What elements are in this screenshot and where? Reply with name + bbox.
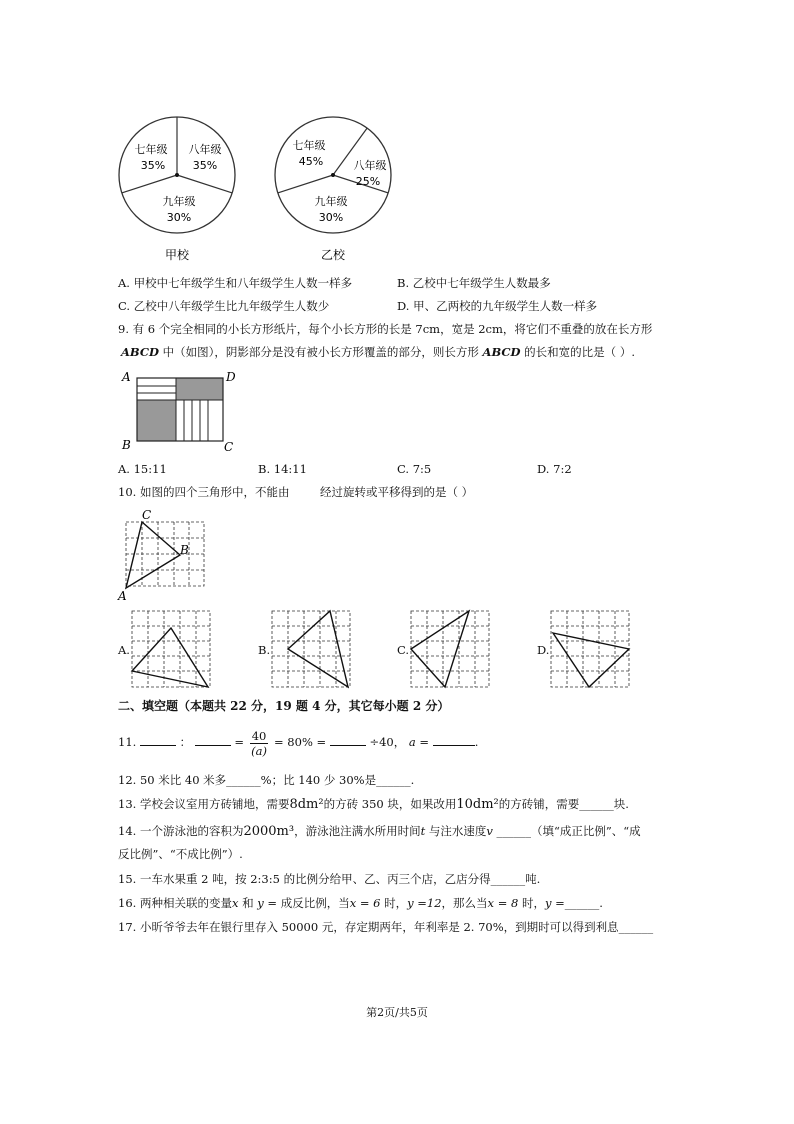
q11-colon: ： — [179, 735, 192, 749]
q16-text — [118, 896, 603, 911]
q10-option-c-figure — [409, 609, 493, 689]
q10-option-d-label: D. — [537, 643, 550, 657]
q9-shade-bottom-left — [137, 400, 176, 441]
q10-text-start: 10. 如图的四个三角形中，不能由 — [118, 485, 290, 499]
q11-eq1: = — [234, 735, 245, 749]
q9-var-abcd-2: ABCD — [482, 345, 521, 359]
q13-area-1: 8dm² — [289, 797, 324, 812]
q11-frac-den: (a) — [251, 743, 267, 758]
q17-text: 17. 小昕爷爷去年在银行里存入 50000 元，存定期两年，年利率是 2. 70%，到期时可以得到利息______ — [118, 920, 654, 934]
q16-y-eq: y = — [544, 896, 565, 910]
pie-jia-label-7: 七年级 — [134, 143, 168, 156]
q10-option-a-label: A. — [118, 643, 130, 657]
pie-yi-caption: 乙校 — [320, 248, 346, 262]
page-footer: 第2页/共5页 — [366, 1006, 428, 1019]
q9-option-b: B. 14:11 — [258, 462, 307, 476]
q9-label-c: C — [224, 440, 234, 454]
pie-yi-pct-8: 25% — [355, 175, 381, 188]
q10-label-b: B — [180, 543, 189, 557]
q13-end: 的方砖铺，需要______块. — [498, 797, 629, 811]
pie-jia-pct-9: 30% — [166, 211, 192, 224]
q15-text: 15. 一车水果重 2 吨，按 2:3:5 的比例分给甲、乙、丙三个店，乙店分得______吨. — [118, 872, 541, 886]
q11-blank-3[interactable] — [330, 735, 366, 746]
pie-chart-jia — [119, 117, 235, 262]
q16-end: ______. — [564, 896, 603, 910]
q12-text: 12. 50 米比 40 米多______%；比 140 少 30%是______. — [118, 773, 415, 787]
q14-text-line1 — [118, 824, 641, 839]
q10-option-b-figure — [270, 609, 354, 689]
q11-fraction — [250, 729, 269, 758]
q13-mid: 的方砖 350 块，如果改用 — [323, 797, 457, 811]
q8-option-d: D. 甲、乙两校的九年级学生人数一样多 — [397, 299, 598, 313]
q16-x8: x = 8 — [487, 896, 519, 910]
q10-ref-grid — [126, 522, 204, 586]
pie-jia-caption: 甲校 — [164, 248, 190, 262]
q10-label-c: C — [142, 508, 152, 522]
q13-text — [118, 797, 629, 812]
q9-line2-end: 的长和宽的比是（ ）. — [520, 345, 635, 359]
q11-text — [118, 726, 478, 758]
q11-blank-1[interactable] — [140, 735, 176, 746]
pie-jia-pct-8: 35% — [192, 159, 218, 172]
q10-label-a: A — [118, 589, 127, 603]
q9-label-b: B — [122, 438, 131, 452]
q10-option-d-figure — [549, 609, 633, 689]
q10-option-b-triangle — [288, 611, 348, 687]
q14-var-t: t — [420, 824, 426, 838]
q9-var-abcd-1: ABCD — [121, 345, 159, 359]
q14-var-v: v — [486, 824, 493, 838]
q14-mid: ，游泳池注满水所用时间 — [294, 824, 421, 838]
q10-option-a-figure — [130, 609, 214, 689]
q10-ref-triangle-shape — [126, 522, 180, 588]
q16-mid: 成反比例，当 — [277, 896, 350, 910]
q14-volume: 2000m³ — [243, 824, 295, 839]
q13-area-2: 10dm² — [456, 797, 499, 812]
q11-eq3: = — [415, 735, 430, 749]
q11-num: 11. — [118, 735, 137, 749]
q10-reference-triangle — [114, 508, 214, 604]
pie-jia-pct-7: 35% — [140, 159, 166, 172]
pie-yi-pct-9: 30% — [318, 211, 344, 224]
q16-t3: 时， — [518, 896, 545, 910]
q9-option-c: C. 7:5 — [397, 462, 432, 476]
q9-option-a: A. 15:11 — [118, 462, 167, 476]
q11-end: . — [474, 735, 479, 749]
pie-yi-center — [331, 173, 335, 177]
q10-option-c-label: C. — [397, 643, 410, 657]
q13-start: 13. 学校会议室用方砖铺地，需要 — [118, 797, 290, 811]
q16-x6: x = 6 — [349, 896, 381, 910]
q10-option-b-label: B. — [258, 643, 271, 657]
q11-div: ÷40， — [369, 735, 406, 749]
q9-label-d: D — [226, 370, 236, 384]
q10-option-c-triangle — [411, 611, 469, 687]
q9-shade-top-right — [176, 378, 223, 400]
pie-jia-center — [175, 173, 179, 177]
pie-chart-figure — [112, 104, 412, 268]
q14-end: ______（填“成正比例”、“成 — [492, 824, 641, 838]
q16-y12: y =12 — [407, 896, 442, 910]
q9-text-line2 — [121, 345, 635, 360]
q16-var-y: y = — [257, 896, 278, 910]
q9-option-d: D. 7:2 — [537, 462, 572, 476]
q14-start: 14. 一个游泳池的容积为 — [118, 824, 244, 838]
q11-blank-4[interactable] — [433, 735, 475, 746]
q14-text-line2: 反比例”、“不成比例”）. — [118, 847, 243, 861]
q16-start: 16. 两种相关联的变量 — [118, 896, 232, 910]
pie-yi-pct-7: 45% — [298, 155, 324, 168]
pie-jia-label-8: 八年级 — [188, 143, 222, 156]
pie-jia-label-9: 九年级 — [162, 195, 196, 208]
q9-rectangle-figure — [118, 366, 248, 454]
q16-t2: ，那么当 — [441, 896, 488, 910]
q9-label-a: A — [122, 370, 131, 384]
pie-yi-label-8: 八年级 — [353, 159, 387, 172]
q11-eq2: = 80% = — [274, 735, 327, 749]
pie-yi-label-7: 七年级 — [292, 139, 326, 152]
pie-chart-yi — [275, 117, 391, 262]
q11-frac-num: 40 — [251, 728, 267, 743]
q14-mid2: 与注水速度 — [425, 824, 487, 838]
q16-t1: 时， — [380, 896, 408, 910]
q16-and: 和 — [238, 896, 258, 910]
q8-option-b: B. 乙校中七年级学生人数最多 — [397, 276, 551, 290]
q9-text-line1: 9. 有 6 个完全相同的小长方形纸片，每个小长方形的长是 7cm，宽是 2cm，将它们不重叠的放在长方形 — [118, 322, 653, 336]
q16-var-x: x — [231, 896, 239, 910]
q8-option-c: C. 乙校中八年级学生比九年级学生人数少 — [118, 299, 330, 313]
section-2-heading: 二、填空题（本题共 22 分，19 题 4 分，其它每小题 2 分） — [118, 699, 450, 713]
q9-line2-mid: 中（如图），阴影部分是没有被小长方形覆盖的部分，则长方形 — [158, 345, 483, 359]
q8-option-a: A. 甲校中七年级学生和八年级学生人数一样多 — [118, 276, 353, 290]
q11-blank-2[interactable] — [195, 735, 231, 746]
q10-option-a-triangle — [132, 628, 208, 687]
pie-yi-label-9: 九年级 — [314, 195, 348, 208]
q10-text-end: 经过旋转或平移得到的是（ ） — [320, 485, 474, 499]
q11-var-a: a — [408, 735, 416, 749]
